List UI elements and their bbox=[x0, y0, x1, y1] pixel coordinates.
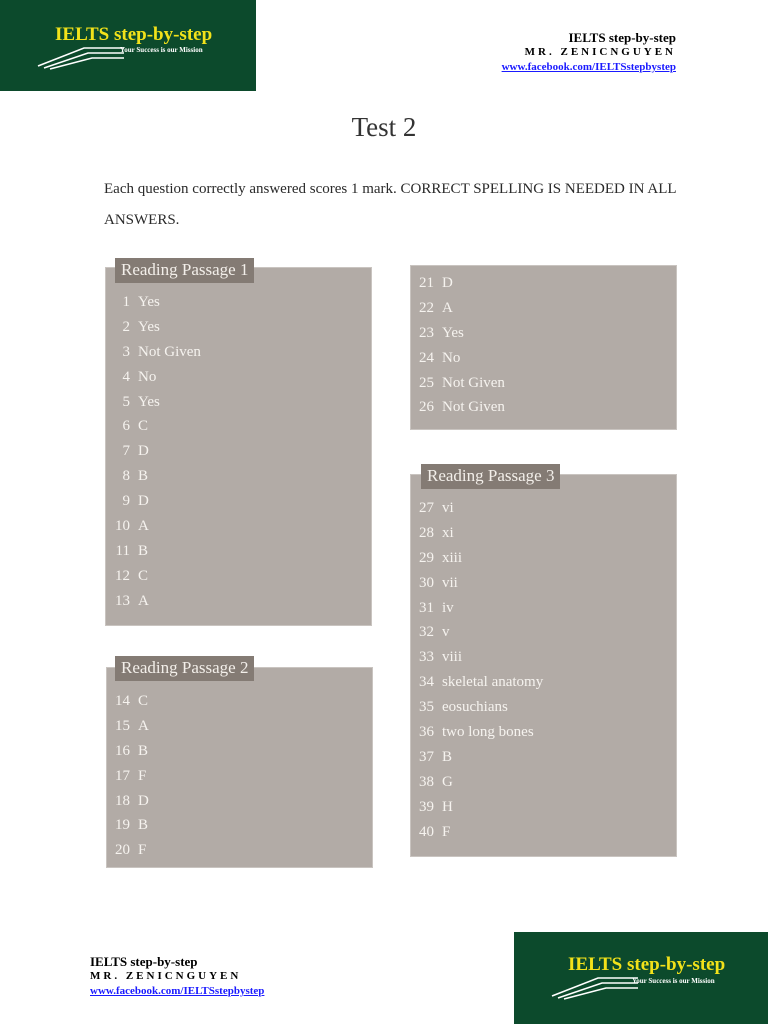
passage-1-answers bbox=[104, 290, 201, 614]
page-title: Test 2 bbox=[351, 112, 417, 142]
passage-3-label: Reading Passage 3 bbox=[421, 464, 560, 489]
answer-row: 8 B bbox=[122, 468, 149, 485]
page-header bbox=[502, 30, 676, 75]
answer-row: 14 C bbox=[115, 693, 149, 709]
answer-row: 34 skeletal anatomy bbox=[419, 674, 544, 691]
passage-3-answers bbox=[408, 496, 543, 844]
answer-row: 38 G bbox=[419, 773, 453, 790]
answer-row: 27 vi bbox=[419, 500, 454, 516]
footer-brand: IELTS step-by-step bbox=[90, 954, 198, 969]
header-brand: IELTS step-by-step bbox=[568, 30, 676, 45]
answer-row: 25 Not Given bbox=[419, 374, 505, 391]
answer-row: 12 C bbox=[115, 567, 149, 584]
answer-row: 35 eosuchians bbox=[419, 699, 508, 716]
answer-row: 37 B bbox=[419, 748, 453, 765]
footer-author: MR. ZENICNGUYEN bbox=[90, 970, 242, 982]
logo-tagline: Your Success is our Mission bbox=[632, 977, 715, 985]
passage-2-label: Reading Passage 2 bbox=[115, 656, 254, 681]
answer-row: 33 viii bbox=[419, 649, 463, 666]
page-footer bbox=[90, 954, 264, 999]
header-author: MR. ZENICNGUYEN bbox=[524, 46, 676, 58]
answer-row: 3 Not Given bbox=[122, 343, 201, 360]
answer-row: 16 B bbox=[115, 742, 149, 759]
answer-row: 21 D bbox=[419, 275, 453, 291]
logo-title: IELTS step-by-step bbox=[568, 954, 726, 975]
answer-row: 39 H bbox=[419, 798, 453, 815]
answer-row: 17 F bbox=[115, 767, 147, 784]
answer-row: 2 Yes bbox=[122, 318, 160, 335]
answer-row: 32 v bbox=[419, 624, 450, 641]
answer-row: 29 xiii bbox=[419, 549, 463, 566]
logo-tagline: Your Success is our Mission bbox=[120, 46, 203, 54]
passage-2-answers bbox=[104, 689, 149, 863]
header-facebook-link[interactable]: www.facebook.com/IELTSstepbystep bbox=[501, 61, 676, 73]
brand-logo-bottom bbox=[514, 932, 768, 1024]
answer-row: 22 A bbox=[419, 299, 453, 316]
answer-row: 10 A bbox=[115, 518, 149, 535]
answer-row: 24 No bbox=[419, 349, 461, 366]
instructions-text: Each question correctly answered scores 1 mark. CORRECT SPELLING IS NEEDED IN ALL ANSWERS. bbox=[104, 181, 676, 228]
answer-row: 26 Not Given bbox=[419, 399, 505, 416]
answer-row: 6 C bbox=[122, 418, 149, 435]
answer-row: 19 B bbox=[115, 817, 149, 834]
answer-row: 36 two long bones bbox=[419, 724, 534, 741]
answer-row: 7 D bbox=[122, 443, 149, 460]
answer-row: 1 Yes bbox=[122, 294, 160, 310]
answer-row: 13 A bbox=[115, 592, 149, 609]
logo-title: IELTS step-by-step bbox=[55, 24, 213, 45]
answer-row: 28 xi bbox=[419, 524, 454, 541]
brand-logo-top bbox=[0, 0, 256, 91]
answer-row: 9 D bbox=[122, 493, 149, 510]
passage-2-continued-answers bbox=[408, 271, 505, 420]
answer-row: 30 vii bbox=[419, 574, 458, 591]
answer-row: 15 A bbox=[115, 717, 149, 734]
answer-row: 40 F bbox=[419, 823, 451, 840]
logo-swoosh-icon bbox=[36, 44, 126, 70]
answer-row: 23 Yes bbox=[419, 324, 464, 341]
answer-row: 4 No bbox=[122, 368, 157, 385]
footer-facebook-link[interactable]: www.facebook.com/IELTSstepbystep bbox=[90, 985, 265, 997]
answer-row: 31 iv bbox=[419, 599, 454, 616]
answer-row: 20 F bbox=[115, 842, 147, 859]
answer-row: 18 D bbox=[115, 792, 149, 809]
logo-swoosh-icon bbox=[550, 974, 640, 1000]
passage-1-label: Reading Passage 1 bbox=[115, 258, 254, 283]
answer-row: 5 Yes bbox=[122, 393, 160, 410]
answer-row: 11 B bbox=[115, 542, 149, 559]
